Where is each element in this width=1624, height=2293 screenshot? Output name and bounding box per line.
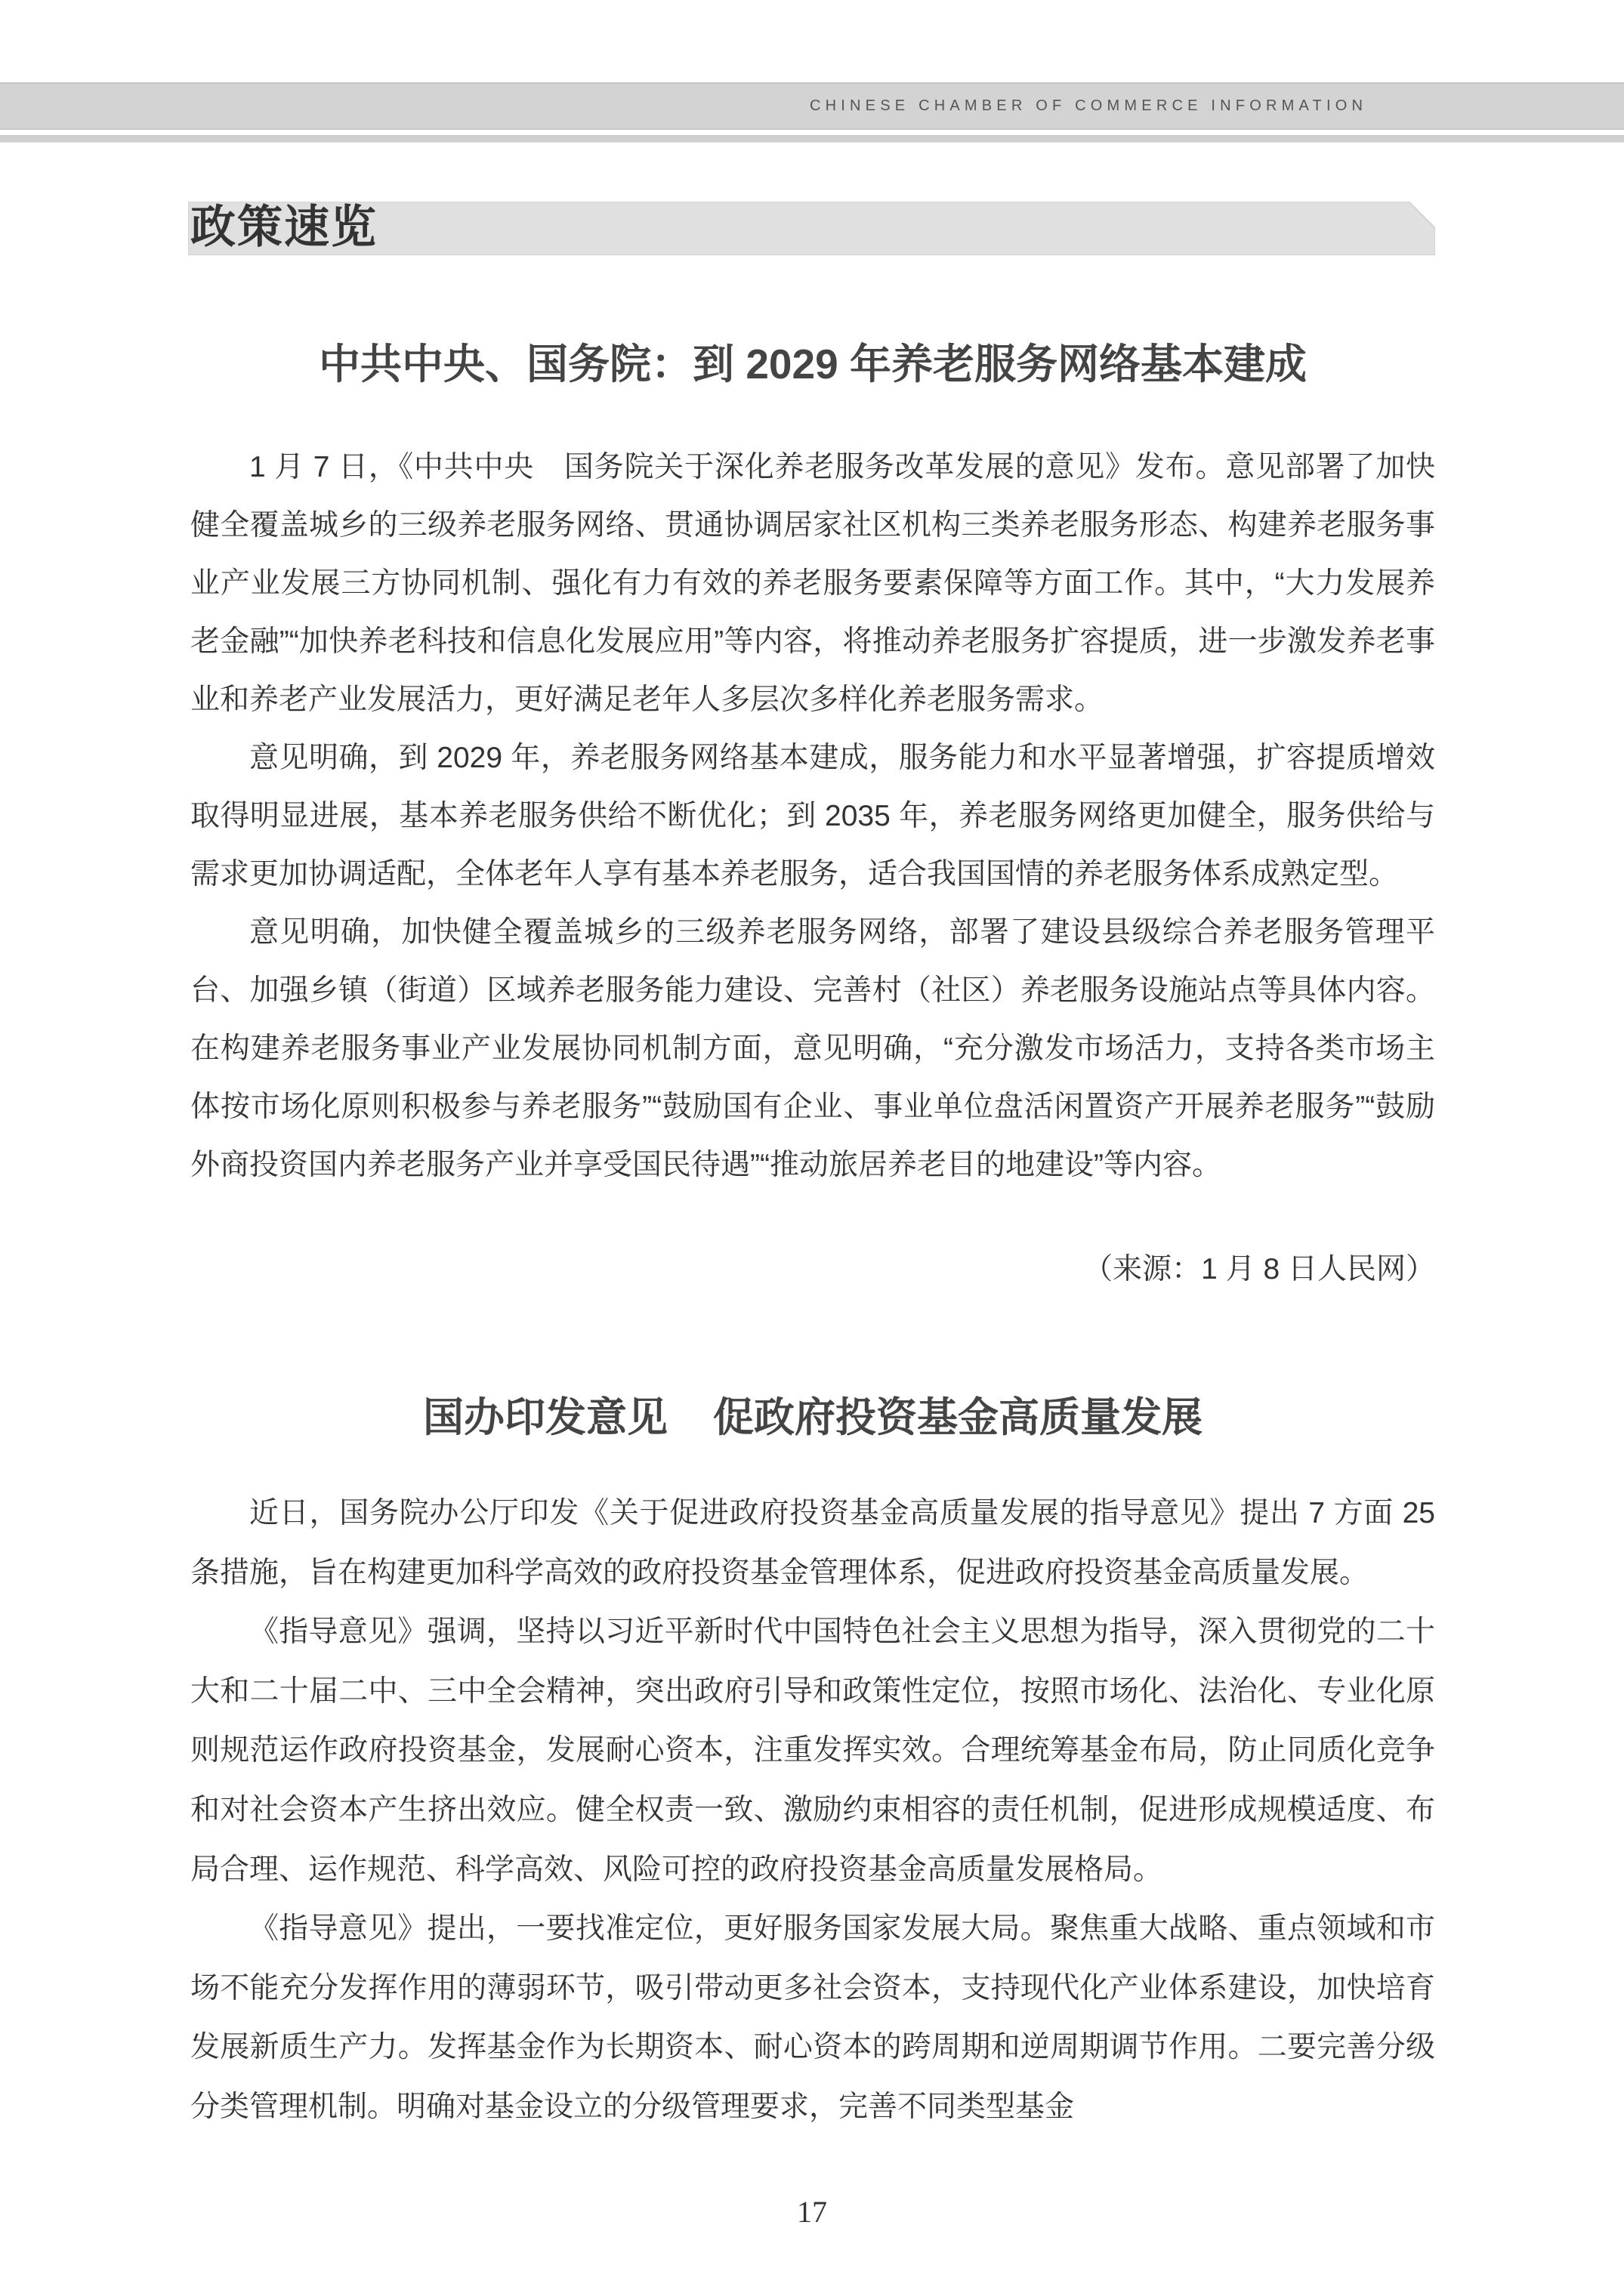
article-title-part: 促政府投资基金高质量发展: [713, 1395, 1203, 1440]
page-number: 17: [797, 2195, 827, 2229]
section-title: 政策速览: [190, 202, 378, 252]
paragraph: 《指导意见》提出，一要找准定位，更好服务国家发展大局。聚焦重大战略、重点领域和市场不能充分发挥作用的薄弱环节，吸引带动更多社会资本，支持现代化产业体系建设，加快培育发展新质生产力。发挥基金作为长期资本、耐心资本的跨周期和逆周期调节作用。二要完善分级分类管理机制。明确对基金设立的分级管理要求，完善不同类型基金: [190, 1912, 1435, 2123]
article-body: [190, 438, 1435, 1194]
paragraph: 近日，国务院办公厅印发《关于促进政府投资基金高质量发展的指导意见》提出 7 方面 25 条措施，旨在构建更加科学高效的政府投资基金管理体系，促进政府投资基金高质量发展。: [190, 1497, 1435, 1589]
paragraph: 意见明确，加快健全覆盖城乡的三级养老服务网络，部署了建设县级综合养老服务管理平台、加强乡镇（街道）区域养老服务能力建设、完善村（社区）养老服务设施站点等具体内容。在构建养老服务事业产业发展协同机制方面，意见明确，“充分激发市场活力，支持各类市场主体按市场化原则积极参与养老服务”“鼓励国有企业、事业单位盘活闲置资产开展养老服务”“鼓励外商投资国内养老服务产业并享受国民待遇”“推动旅居养老目的地建设”等内容。: [190, 916, 1435, 1181]
source-attribution: （来源：1 月 8 日人民网）: [1083, 1253, 1435, 1285]
article-body: [190, 1484, 1435, 2137]
paragraph: 《指导意见》强调，坚持以习近平新时代中国特色社会主义思想为指导，深入贯彻党的二十大和二十届二中、三中全会精神，突出政府引导和政策性定位，按照市场化、法治化、专业化原则规范运作政府投资基金，发展耐心资本，注重发挥实效。合理统筹基金布局，防止同质化竞争和对社会资本产生挤出效应。健全权责一致、激励约束相容的责任机制，促进形成规模适度、布局合理、运作规范、科学高效、风险可控的政府投资基金高质量发展格局。: [190, 1616, 1435, 1886]
publication-name: CHINESE CHAMBER OF COMMERCE INFORMATION: [810, 97, 1368, 114]
paragraph: 1 月 7 日，《中共中央 国务院关于深化养老服务改革发展的意见》发布。意见部署了加快健全覆盖城乡的三级养老服务网络、贯通协调居家社区机构三类养老服务形态、构建养老服务事业产业发展三方协同机制、强化有力有效的养老服务要素保障等方面工作。其中，“大力发展养老金融”“加快养老科技和信息化发展应用”等内容，将推动养老服务扩容提质，进一步激发养老事业和养老产业发展活力，更好满足老年人多层次多样化养老服务需求。: [190, 451, 1435, 716]
article-title: [190, 1392, 1435, 1443]
paragraph: 意见明确，到 2029 年，养老服务网络基本建成，服务能力和水平显著增强，扩容提质增效取得明显进展，基本养老服务供给不断优化；到 2035 年，养老服务网络更加健全，服务供给与需求更加协调适配，全体老年人享有基本养老服务，适合我国国情的养老服务体系成熟定型。: [190, 742, 1435, 890]
article-title: 中共中央、国务院：到 2029 年养老服务网络基本建成: [319, 341, 1307, 387]
header-rule: [0, 135, 1624, 143]
article-title-part: 国办印发意见: [423, 1395, 668, 1440]
